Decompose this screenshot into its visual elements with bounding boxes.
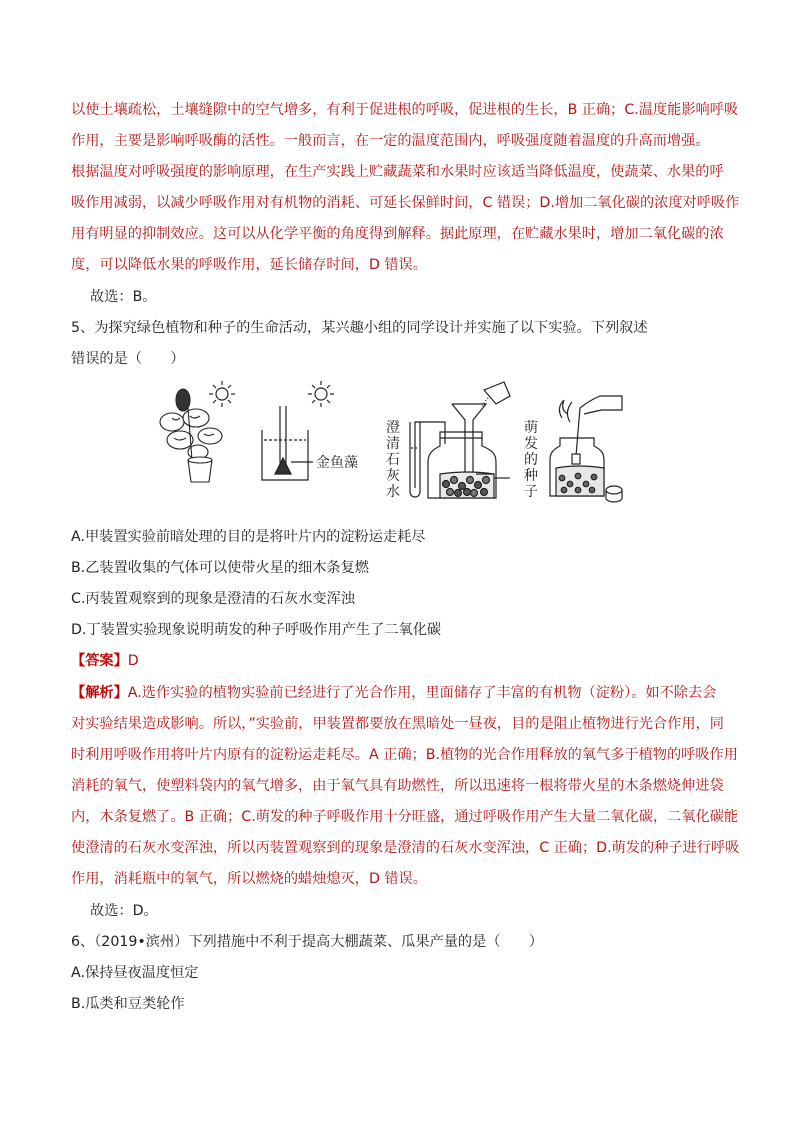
explain-prev-line: 作用，主要是影响呼吸酶的活性。一般而言，在一定的温度范围内，呼吸强度随着温度的升高而增强。 bbox=[71, 133, 710, 149]
experiment-figure bbox=[158, 378, 628, 520]
pondweed-label: 金鱼藻 bbox=[316, 455, 358, 471]
seed-bottle-apparatus-icon bbox=[410, 382, 510, 498]
q5-stem: 5、为探究绿色植物和种子的生命活动，某兴趣小组的同学设计并实施了以下实验。下列叙述 bbox=[71, 320, 648, 336]
explain-line: 时利用呼吸作用将叶片内原有的淀粉运走耗尽。A 正确；B.植物的光合作用释放的氧气多于植物的呼吸作用 bbox=[71, 747, 738, 763]
explain-prev-line: 度，可以降低水果的呼吸作用，延长储存时间，D 错误。 bbox=[71, 257, 427, 273]
q6-option: A.保持昼夜温度恒定 bbox=[71, 965, 199, 981]
limewater-label-char: 澄 bbox=[386, 420, 400, 436]
limewater-label-char: 灰 bbox=[386, 468, 400, 484]
candle-jar-icon bbox=[550, 396, 622, 502]
explain-line: 使澄清的石灰水变浑浊，所以丙装置观察到的现象是澄清的石灰水变浑浊，C 正确；D.萌发的种子进行呼吸 bbox=[71, 840, 740, 856]
limewater-label-char: 清 bbox=[386, 436, 400, 452]
q5-option: D.丁装置实验现象说明萌发的种子呼吸作用产生了二氧化碳 bbox=[71, 622, 442, 638]
explain-prev-line: 以使土壤疏松，土壤缝隙中的空气增多，有利于促进根的呼吸，促进根的生长，B 正确；C.温度能影响呼吸 bbox=[71, 102, 739, 118]
q6-stem: 6、（2019•滨州）下列措施中不利于提高大棚蔬菜、瓜果产量的是（ ） bbox=[71, 934, 544, 950]
choose-line: 故选：D。 bbox=[90, 903, 158, 919]
sun-icon bbox=[209, 381, 235, 407]
seeds-label-char: 发 bbox=[524, 436, 538, 452]
answer-tag: 【答案】 bbox=[71, 653, 128, 669]
explain-prev-line: 吸作用减弱，以减少呼吸作用对有机物的消耗、可延长保鲜时间，C 错误；D.增加二氧化碳的浓度对呼吸作 bbox=[71, 195, 740, 211]
q5-stem: 错误的是（ ） bbox=[71, 351, 185, 367]
answer-value: D bbox=[127, 653, 139, 669]
seeds-label-char: 的 bbox=[524, 452, 538, 468]
explain-prev-line: 根据温度对呼吸强度的影响原理，在生产实践上贮藏蔬菜和水果时应该适当降低温度，使蔬菜、水果的呼 bbox=[71, 164, 724, 180]
q5-option: A.甲装置实验前暗处理的目的是将叶片内的淀粉运走耗尽 bbox=[71, 529, 426, 545]
explain-tag: 【解析】 bbox=[71, 685, 128, 701]
explain-text: A.选作实验的植物实验前已经进行了光合作用，里面储存了丰富的有机物（淀粉）。如不除去会 bbox=[127, 685, 717, 701]
answer-line bbox=[71, 651, 724, 671]
explain-line: 消耗的氧气，使塑料袋内的氧气增多，由于氧气具有助燃性，所以迅速将一根将带火星的木条燃烧伸进袋 bbox=[71, 778, 724, 794]
seeds-label-char: 种 bbox=[524, 468, 538, 484]
explain-prev-line: 用有明显的抑制效应。这可以从化学平衡的角度得到解释。据此原理，在贮藏水果时，增加二氧化碳的浓 bbox=[71, 226, 724, 242]
explain-line: 作用，消耗瓶中的氧气，所以燃烧的蜡烛熄灭，D 错误。 bbox=[71, 871, 427, 887]
q5-option: B.乙装置收集的气体可以使带火星的细木条复燃 bbox=[71, 560, 369, 576]
explain-line: 内，木条复燃了。B 正确；C.萌发的种子呼吸作用十分旺盛，通过呼吸作用产生大量二氧化碳，二氧化碳能 bbox=[71, 809, 739, 825]
seeds-label-char: 子 bbox=[524, 484, 538, 500]
explain-line bbox=[71, 683, 724, 703]
q5-option: C.丙装置观察到的现象是澄清的石灰水变浑浊 bbox=[71, 591, 355, 607]
choose-prev: 故选：B。 bbox=[90, 289, 157, 305]
potted-plant-icon bbox=[160, 389, 222, 482]
limewater-label-char: 水 bbox=[386, 484, 400, 500]
explain-line: 对实验结果造成影响。所以，”实验前，甲装置都要放在黑暗处一昼夜，目的是阻止植物进行光合作用，同 bbox=[71, 716, 724, 732]
seeds-label-char: 萌 bbox=[524, 420, 538, 436]
beaker-pondweed-icon bbox=[262, 406, 313, 480]
sun-icon bbox=[308, 381, 334, 407]
q6-option: B.瓜类和豆类轮作 bbox=[71, 996, 185, 1012]
limewater-label-char: 石 bbox=[386, 452, 400, 468]
